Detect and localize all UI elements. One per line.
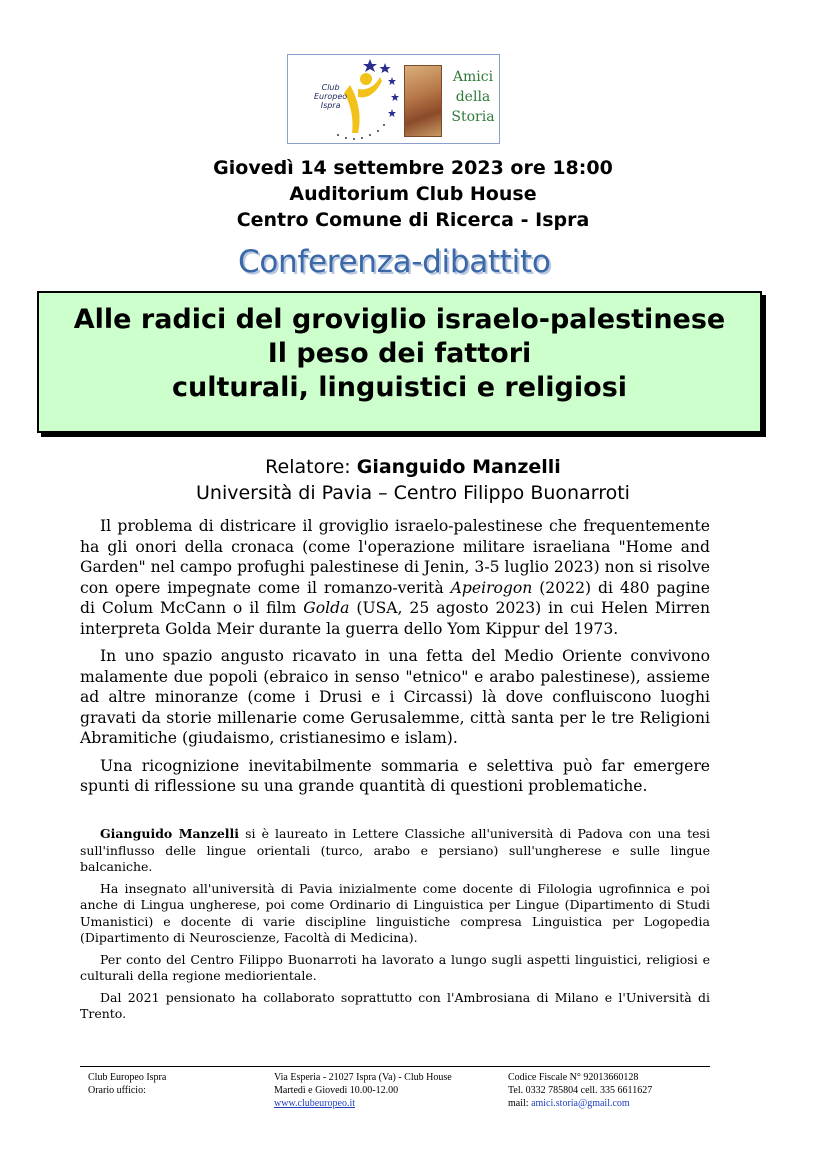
event-date: Giovedì 14 settembre 2023 ore 18:00 xyxy=(213,157,613,179)
footer-divider xyxy=(80,1066,710,1067)
conference-title-box xyxy=(37,291,762,433)
event-type-heading: Conferenza-dibattito xyxy=(238,244,551,280)
event-venue: Auditorium Club House xyxy=(289,183,537,205)
speaker-affiliation: Università di Pavia – Centro Filippo Buonarroti xyxy=(196,482,630,504)
club-logo-text: Club Europeo Ispra xyxy=(314,83,348,110)
title-line-2: Il peso dei fattori xyxy=(267,338,532,369)
bio-paragraph-1: Gianguido Manzelli si è laureato in Lettere Classiche all'università di Padova con una tesi sull'influsso delle lingue orientali (turco, arabo e persiano) sull'ungherese e sulle lingue balcaniche. xyxy=(80,826,710,874)
event-location: Centro Comune di Ricerca - Ispra xyxy=(236,209,590,231)
abstract-paragraph-1: Il problema di districare il groviglio israelo-palestinese che frequentemente ha gli onori della cronaca (come l'operazione militare israeliana "Home and Garden" nel campo profughi palestinese di Jenin, 3-5 luglio 2023) non si risolve con opere impegnate come il romanzo-verità Apeirogon (2022) di 480 pagine di Colum McCann o il film Golda (USA, 25 agosto 2023) in cui Helen Mirren interpreta Golda Meir durante la guerra dello Yom Kippur del 1973. xyxy=(80,517,711,638)
bio-paragraph-4: Dal 2021 pensionato ha collaborato soprattutto con l'Ambrosiana di Milano e l'Università di Trento. xyxy=(80,989,710,1021)
bio-paragraph-2: Ha insegnato all'università di Pavia inizialmente come docente di Filologia ugrofinnica e poi anche di Lingua ungherese, poi come Ordinario di Linguistica per Lingue (Dipartimento di Studi Umanistici) e docente di varie discipline linguistiche compresa Linguistica per Logopedia (Dipartimento di Neuroscienze, Facoltà di Medicina). xyxy=(80,880,710,945)
abstract xyxy=(80,516,710,804)
footer-col-3: Codice Fiscale N° 92013660128 Tel. 0332 785804 cell. 335 6611627 mail: amici.storia@gmail.com xyxy=(508,1072,653,1109)
speaker-line xyxy=(0,454,826,480)
speaker-name: Gianguido Manzelli xyxy=(356,456,561,478)
footer-col-1: Club Europeo Ispra Orario ufficio: xyxy=(88,1072,167,1096)
title-line-3: culturali, linguistici e religiosi xyxy=(171,372,628,403)
title-line-1: Alle radici del groviglio israelo-palestinese xyxy=(73,304,726,335)
website-link[interactable]: www.clubeuropeo.it xyxy=(274,1098,355,1109)
amici-della-storia-logo-text: Amici della Storia xyxy=(451,69,495,125)
email-link[interactable]: amici.storia@gmail.com xyxy=(531,1098,630,1109)
historical-painting-image xyxy=(404,65,442,137)
speaker-label: Relatore: xyxy=(265,456,357,478)
footer-col-2: Via Esperia - 21027 Ispra (Va) - Club House Martedì e Giovedì 10.00-12.00 www.clubeuropeo.it xyxy=(274,1072,452,1109)
abstract-paragraph-2: In uno spazio angusto ricavato in una fetta del Medio Oriente convivono malamente due popoli (ebraico in senso "etnico" e arabo palestinese), assieme ad altre minoranze (come i Drusi e i Circassi) là dove confluiscono luoghi gravati da storie millenarie come Gerusalemme, città santa per le tre Religioni Abramitiche (giudaismo, cristianesimo e islam). xyxy=(80,647,710,747)
abstract-paragraph-3: Una ricognizione inevitabilmente sommaria e selettiva può far emergere spunti di riflessione su una grande quantità di questioni problematiche. xyxy=(80,756,710,795)
logo-box xyxy=(287,54,500,144)
speaker-bio xyxy=(80,826,710,1028)
bio-paragraph-3: Per conto del Centro Filippo Buonarroti ha lavorato a lungo sugli aspetti linguistici, religiosi e culturali della regione mediorientale. xyxy=(80,951,710,983)
